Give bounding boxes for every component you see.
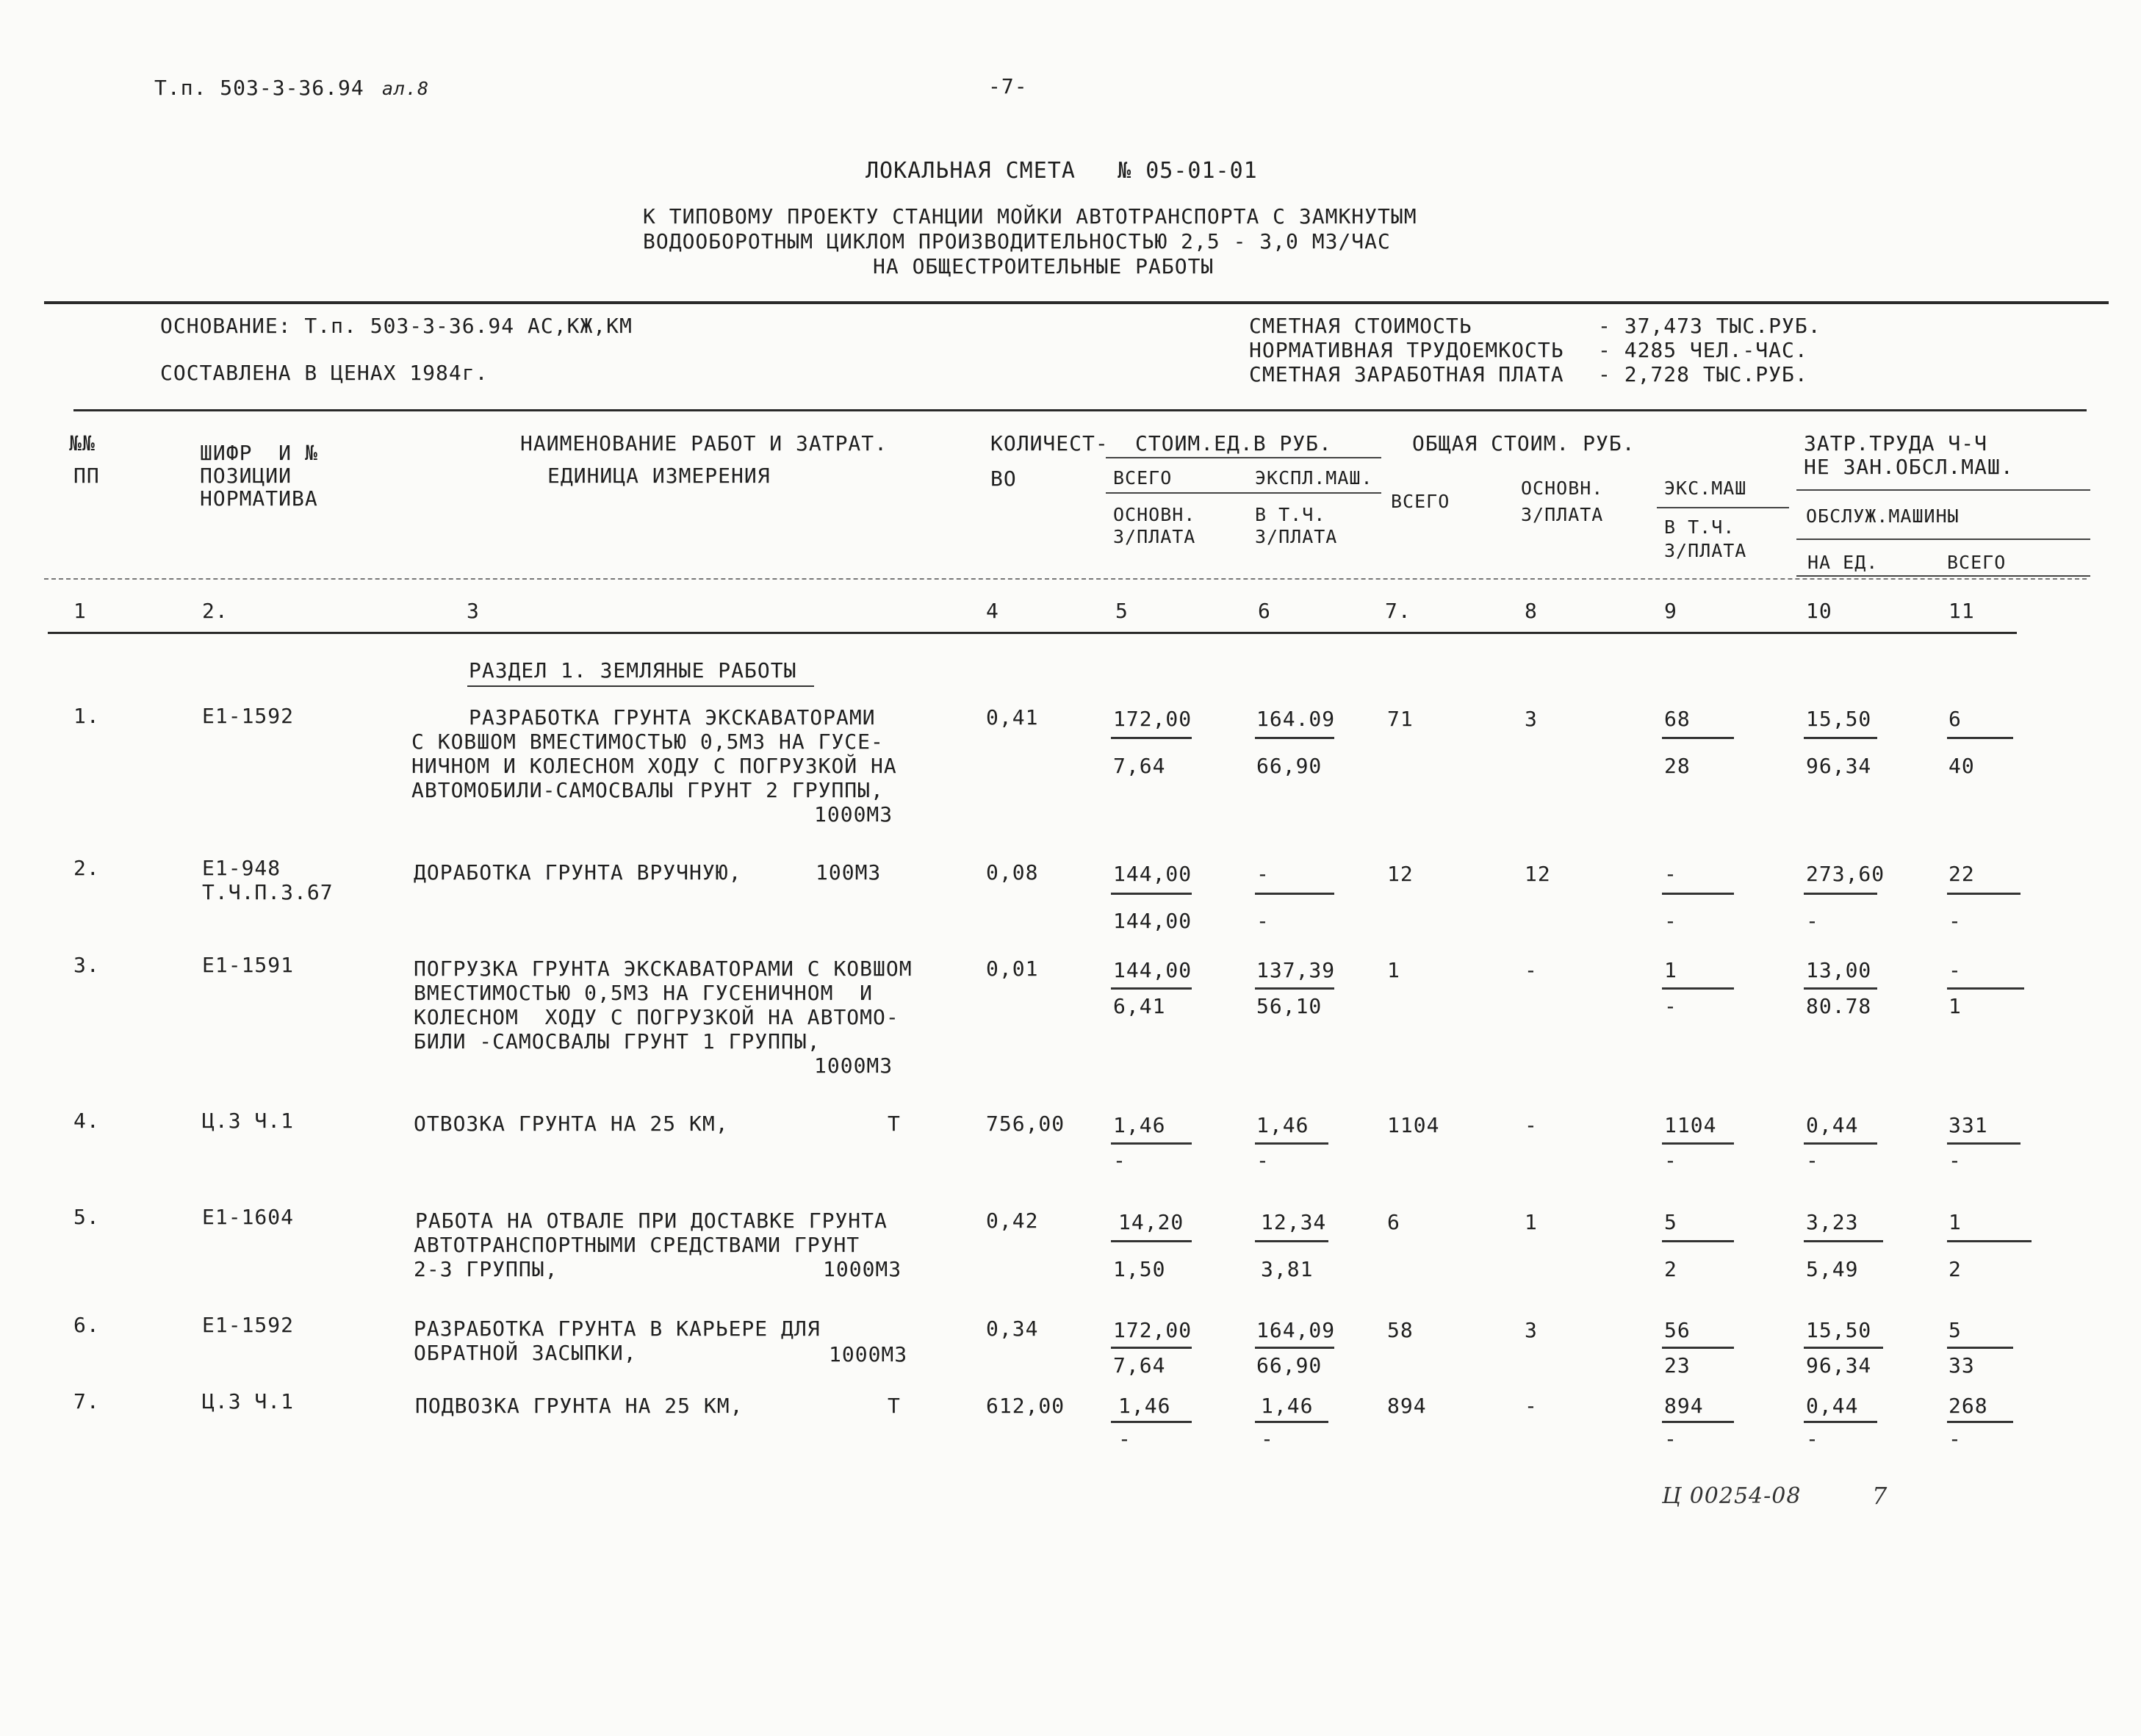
row-2-name-1: ДОРАБОТКА ГРУНТА ВРУЧНУЮ, [414, 860, 742, 885]
row-1-col11-rule [1947, 737, 2013, 739]
row-4-col5-top: 1,46 [1113, 1113, 1166, 1137]
row-3-qty: 0,01 [986, 957, 1039, 981]
row-7-col5-rule [1111, 1421, 1192, 1423]
prices-text: СОСТАВЛЕНА В ЦЕНАХ 1984г. [160, 361, 489, 385]
row-7-unit: Т [888, 1394, 901, 1418]
row-6-col10-rule [1804, 1347, 1883, 1349]
row-6-col7: 58 [1387, 1318, 1414, 1342]
row-2-code-extra: Т.Ч.П.3.67 [202, 880, 334, 904]
row-5-col9-rule [1662, 1240, 1734, 1242]
row-2-col8: 12 [1525, 862, 1551, 886]
header-col9-incl-b: З/ПЛАТА [1664, 540, 1747, 561]
row-4-unit: Т [888, 1112, 901, 1136]
row-3-col9-top: 1 [1664, 958, 1677, 982]
colnum-6: 6 [1258, 599, 1271, 623]
header-labor-b: НЕ ЗАН.ОБСЛ.МАШ. [1804, 455, 2014, 479]
header-name-a: НАИМЕНОВАНИЕ РАБОТ И ЗАТРАТ. [520, 431, 888, 455]
row-7-code: Ц.3 Ч.1 [202, 1389, 295, 1413]
row-7-col5-bottom: - [1118, 1427, 1131, 1451]
row-3-name-1: ПОГРУЗКА ГРУНТА ЭКСКАВАТОРАМИ С КОВШОМ [414, 957, 913, 981]
row-2-col11-bottom: - [1949, 909, 1962, 933]
row-1-col11-bottom: 40 [1949, 754, 1975, 778]
basis-text: ОСНОВАНИЕ: Т.п. 503-3-36.94 АС,КЖ,КМ [160, 314, 633, 338]
header-code-b: ПОЗИЦИИ [200, 464, 292, 488]
header-code-a: ШИФР И № [200, 441, 318, 465]
header-name-b: ЕДИНИЦА ИЗМЕРЕНИЯ [547, 464, 771, 488]
row-7-col6-bottom: - [1261, 1427, 1274, 1451]
row-5-name-2: АВТОТРАНСПОРТНЫМИ СРЕДСТВАМИ ГРУНТ [414, 1233, 860, 1257]
row-1-col9-bottom: 28 [1664, 754, 1691, 778]
row-2-col10-bottom: - [1806, 909, 1819, 933]
row-5-col9-top: 5 [1664, 1210, 1677, 1234]
row-6-col10-bottom: 96,34 [1806, 1353, 1872, 1377]
row-3-name-3: КОЛЕСНОМ ХОДУ С ПОГРУЗКОЙ НА АВТОМО- [414, 1005, 899, 1029]
header-col8-base-a: ОСНОВН. [1521, 478, 1604, 499]
row-2-col11-rule [1947, 893, 2021, 895]
header-col9-incl-a: В Т.Ч. [1664, 516, 1735, 538]
row-2-code: Е1-948 [202, 856, 281, 880]
row-5-col10-rule [1804, 1240, 1883, 1242]
title-subline-1: К ТИПОВОМУ ПРОЕКТУ СТАНЦИИ МОЙКИ АВТОТРАНСПОРТА С ЗАМКНУТЫМ [643, 204, 1417, 228]
row-5-col8: 1 [1525, 1210, 1538, 1234]
row-6-col5-rule [1111, 1347, 1192, 1349]
row-3-col5-top: 144,00 [1113, 958, 1192, 982]
row-7-col7: 894 [1387, 1394, 1427, 1418]
header-dashed-rule [44, 578, 2087, 580]
row-3-col5-bottom: 6,41 [1113, 994, 1166, 1018]
row-1-col7: 71 [1387, 707, 1414, 731]
row-5-number: 5. [73, 1205, 100, 1229]
row-6-col10-top: 15,50 [1806, 1318, 1872, 1342]
row-6-col6-bottom: 66,90 [1256, 1353, 1323, 1377]
colnum-4: 4 [986, 599, 999, 623]
header-rule-5-6-lower [1106, 492, 1381, 494]
row-3-col5-rule [1111, 987, 1192, 990]
row-6-col11-top: 5 [1949, 1318, 1962, 1342]
row-2-qty: 0,08 [986, 860, 1039, 885]
row-3-col6-bottom: 56,10 [1256, 994, 1323, 1018]
header-col5-base-a: ОСНОВН. [1113, 504, 1196, 525]
row-1-col10-bottom: 96,34 [1806, 754, 1872, 778]
row-5-col10-top: 3,23 [1806, 1210, 1859, 1234]
colnum-1: 1 [73, 599, 87, 623]
row-2-col6-bottom: - [1256, 909, 1270, 933]
colnum-3: 3 [467, 599, 480, 623]
header-service: ОБСЛУЖ.МАШИНЫ [1806, 505, 1960, 527]
row-2-col9-top: - [1664, 862, 1677, 886]
row-1-col6-rule [1255, 737, 1334, 739]
row-7-col5-top: 1,46 [1118, 1394, 1171, 1418]
row-4-col10-top: 0,44 [1806, 1113, 1859, 1137]
row-2-col6-top: - [1256, 862, 1270, 886]
row-1-col5-bottom: 7,64 [1113, 754, 1166, 778]
header-code-c: НОРМАТИВА [200, 486, 318, 511]
row-6-col6-top: 164,09 [1256, 1318, 1336, 1342]
row-7-name-1: ПОДВОЗКА ГРУНТА НА 25 КМ, [415, 1394, 744, 1418]
row-7-col6-top: 1,46 [1261, 1394, 1314, 1418]
row-2-unit: 100М3 [816, 860, 882, 885]
row-3-number: 3. [73, 953, 100, 977]
row-6-col9-top: 56 [1664, 1318, 1691, 1342]
cost-label: СМЕТНАЯ СТОИМОСТЬ [1249, 314, 1472, 338]
row-5-unit: 1000М3 [823, 1257, 902, 1281]
header-col11-all: ВСЕГО [1947, 552, 2007, 573]
row-2-col9-rule [1662, 893, 1734, 895]
row-3-col6-top: 137,39 [1256, 958, 1336, 982]
header-total-cost: ОБЩАЯ СТОИМ. РУБ. [1412, 431, 1636, 455]
colnum-8: 8 [1525, 599, 1538, 623]
row-3-col11-top: - [1949, 958, 1962, 982]
row-3-col6-rule [1255, 987, 1334, 990]
row-5-col6-bottom: 3,81 [1261, 1257, 1314, 1281]
row-6-qty: 0,34 [986, 1317, 1039, 1341]
header-rule-5-6 [1106, 457, 1381, 458]
row-1-col8: 3 [1525, 707, 1538, 731]
row-1-col9-rule [1662, 737, 1734, 739]
header-col6-incl-a: В Т.Ч. [1255, 504, 1326, 525]
row-4-col6-top: 1,46 [1256, 1113, 1309, 1137]
row-3-col9-rule [1662, 987, 1734, 990]
row-3-col10-rule [1804, 987, 1877, 990]
row-2-col5-top: 144,00 [1113, 862, 1192, 886]
row-6-col11-bottom: 33 [1949, 1353, 1975, 1377]
row-5-col5-top: 14,20 [1118, 1210, 1184, 1234]
row-1-col5-top: 172,00 [1113, 707, 1192, 731]
row-1-name-1: РАЗРАБОТКА ГРУНТА ЭКСКАВАТОРАМИ [469, 705, 876, 730]
row-6-col5-bottom: 7,64 [1113, 1353, 1166, 1377]
row-5-col11-top: 1 [1949, 1210, 1962, 1234]
row-3-name-4: БИЛИ -САМОСВАЛЫ ГРУНТ 1 ГРУППЫ, [414, 1029, 821, 1054]
row-7-col11-bottom: - [1949, 1427, 1962, 1451]
header-num-b: ПП [73, 464, 100, 488]
row-3-name-2: ВМЕСТИМОСТЬЮ 0,5М3 НА ГУСЕНИЧНОМ И [414, 981, 874, 1005]
row-6-col11-rule [1947, 1347, 2013, 1349]
row-5-col6-top: 12,34 [1261, 1210, 1327, 1234]
row-7-col10-bottom: - [1806, 1427, 1819, 1451]
row-4-name-1: ОТВОЗКА ГРУНТА НА 25 КМ, [414, 1112, 729, 1136]
header-rule-9 [1657, 507, 1789, 508]
row-7-col9-bottom: - [1664, 1427, 1677, 1451]
row-4-col6-bottom: - [1256, 1148, 1270, 1173]
row-4-col8: - [1525, 1113, 1538, 1137]
row-1-col10-top: 15,50 [1806, 707, 1872, 731]
sheet-number: ал.8 [382, 78, 430, 99]
row-3-unit: 1000М3 [814, 1054, 893, 1078]
row-4-code: Ц.3 Ч.1 [202, 1109, 295, 1133]
section-title-underline [467, 685, 814, 687]
row-7-col11-top: 268 [1949, 1394, 1988, 1418]
labor-value: - 4285 ЧЕЛ.-ЧАС. [1598, 338, 1808, 362]
header-col6-incl-b: З/ПЛАТА [1255, 526, 1338, 547]
row-1-number: 1. [73, 704, 100, 728]
row-4-col10-rule [1804, 1142, 1877, 1145]
header-col6-exp-mach: ЭКСПЛ.МАШ. [1255, 467, 1373, 489]
row-4-col5-rule [1111, 1142, 1192, 1145]
colnum-2: 2. [202, 599, 229, 623]
row-6-name-1: РАЗРАБОТКА ГРУНТА В КАРЬЕРЕ ДЛЯ [414, 1317, 821, 1341]
row-7-col11-rule [1947, 1421, 2013, 1423]
row-1-name-3: НИЧНОМ И КОЛЕСНОМ ХОДУ С ПОГРУЗКОЙ НА [411, 754, 897, 778]
row-3-col10-bottom: 80.78 [1806, 994, 1872, 1018]
row-1-code: Е1-1592 [202, 704, 295, 728]
header-col8-base-b: З/ПЛАТА [1521, 504, 1604, 525]
header-num-a: №№ [69, 431, 96, 455]
row-4-qty: 756,00 [986, 1112, 1065, 1136]
row-2-col6-rule [1255, 893, 1334, 895]
row-5-col11-rule [1947, 1240, 2032, 1242]
row-2-col5-rule [1111, 893, 1192, 895]
header-qty-b: ВО [990, 467, 1017, 491]
row-6-col5-top: 172,00 [1113, 1318, 1192, 1342]
row-6-number: 6. [73, 1313, 100, 1337]
row-3-col11-rule [1947, 987, 2024, 990]
colnum-5: 5 [1115, 599, 1129, 623]
row-6-code: Е1-1592 [202, 1313, 295, 1337]
row-4-number: 4. [73, 1109, 100, 1133]
row-4-col9-rule [1662, 1142, 1734, 1145]
row-2-col5-bottom: 144,00 [1113, 909, 1192, 933]
row-5-col5-bottom: 1,50 [1113, 1257, 1166, 1281]
header-col7-all: ВСЕГО [1391, 491, 1450, 512]
row-7-col9-rule [1662, 1421, 1734, 1423]
row-1-col5-rule [1111, 737, 1192, 739]
row-6-col9-rule [1662, 1347, 1734, 1349]
handwritten-page-mark: 7 [1872, 1482, 1888, 1510]
row-7-qty: 612,00 [986, 1394, 1065, 1418]
wage-label: СМЕТНАЯ ЗАРАБОТНАЯ ПЛАТА [1249, 362, 1564, 386]
row-7-col8: - [1525, 1394, 1538, 1418]
row-7-number: 7. [73, 1389, 100, 1413]
row-4-col11-top: 331 [1949, 1113, 1988, 1137]
colnum-7: 7. [1385, 599, 1411, 623]
row-5-col5-rule [1111, 1240, 1192, 1242]
title-subline-2: ВОДООБОРОТНЫМ ЦИКЛОМ ПРОИЗВОДИТЕЛЬНОСТЬЮ 2,5 - 3,0 М3/ЧАС [643, 229, 1391, 253]
row-1-col10-rule [1804, 737, 1877, 739]
row-4-col6-rule [1255, 1142, 1328, 1145]
divider-header-top [73, 409, 2087, 411]
row-3-col9-bottom: - [1664, 994, 1677, 1018]
colnum-9: 9 [1664, 599, 1677, 623]
row-2-col10-rule [1804, 893, 1877, 895]
row-3-col7: 1 [1387, 958, 1400, 982]
row-4-col7: 1104 [1387, 1113, 1440, 1137]
title-subline-3: НА ОБЩЕСТРОИТЕЛЬНЫЕ РАБОТЫ [873, 254, 1215, 278]
wage-value: - 2,728 ТЫС.РУБ. [1598, 362, 1808, 386]
row-4-col11-bottom: - [1949, 1148, 1962, 1173]
row-1-col9-top: 68 [1664, 707, 1691, 731]
row-1-col6-top: 164.09 [1256, 707, 1336, 731]
row-5-code: Е1-1604 [202, 1205, 295, 1229]
row-3-col10-top: 13,00 [1806, 958, 1872, 982]
row-7-col9-top: 894 [1664, 1394, 1704, 1418]
row-5-col6-rule [1255, 1240, 1328, 1242]
header-unit-cost: СТОИМ.ЕД.В РУБ. [1135, 431, 1332, 455]
row-4-col5-bottom: - [1113, 1148, 1126, 1173]
row-2-number: 2. [73, 856, 100, 880]
header-labor: ЗАТР.ТРУДА Ч-Ч [1804, 431, 1988, 455]
row-1-qty: 0,41 [986, 705, 1039, 730]
header-rule-bottom-right [1796, 575, 2090, 577]
document-reference: Т.п. 503-3-36.94 [154, 76, 364, 100]
row-1-name-4: АВТОМОБИЛИ-САМОСВАЛЫ ГРУНТ 2 ГРУППЫ, [411, 778, 884, 802]
row-1-col6-bottom: 66,90 [1256, 754, 1323, 778]
row-4-col10-bottom: - [1806, 1148, 1819, 1173]
header-rule-10-11 [1796, 489, 2090, 491]
inventory-stamp: Ц 00254-08 [1662, 1483, 1802, 1509]
divider-top [44, 301, 2109, 304]
row-4-col9-top: 1104 [1664, 1113, 1717, 1137]
row-1-col11-top: 6 [1949, 707, 1962, 731]
row-4-col11-rule [1947, 1142, 2021, 1145]
divider-header-bottom [48, 632, 2017, 634]
row-2-col10-top: 273,60 [1806, 862, 1885, 886]
row-4-col9-bottom: - [1664, 1148, 1677, 1173]
row-2-col7: 12 [1387, 862, 1414, 886]
row-2-col9-bottom: - [1664, 909, 1677, 933]
header-col5-all: ВСЕГО [1113, 467, 1173, 489]
row-5-col7: 6 [1387, 1210, 1400, 1234]
row-5-col9-bottom: 2 [1664, 1257, 1677, 1281]
row-2-col11-top: 22 [1949, 862, 1975, 886]
header-rule-service [1796, 539, 2090, 540]
row-7-col6-rule [1255, 1421, 1328, 1423]
row-6-col6-rule [1255, 1347, 1334, 1349]
section-title: РАЗДЕЛ 1. ЗЕМЛЯНЫЕ РАБОТЫ [469, 658, 797, 682]
row-6-name-2: ОБРАТНОЙ ЗАСЫПКИ, [414, 1341, 637, 1365]
colnum-11: 11 [1949, 599, 1975, 623]
row-6-unit: 1000М3 [829, 1342, 908, 1366]
row-5-col11-bottom: 2 [1949, 1257, 1962, 1281]
row-7-col10-rule [1804, 1421, 1877, 1423]
header-col9-exs-mach: ЭКС.МАШ [1664, 478, 1747, 499]
estimate-title: ЛОКАЛЬНАЯ СМЕТА № 05-01-01 [866, 158, 1258, 184]
row-1-unit: 1000М3 [814, 802, 893, 826]
labor-label: НОРМАТИВНАЯ ТРУДОЕМКОСТЬ [1249, 338, 1564, 362]
header-per-unit: НА ЕД. [1807, 552, 1879, 573]
page-number: -7- [988, 74, 1028, 98]
row-5-name-1: РАБОТА НА ОТВАЛЕ ПРИ ДОСТАВКЕ ГРУНТА [415, 1209, 888, 1233]
row-6-col8: 3 [1525, 1318, 1538, 1342]
row-7-col10-top: 0,44 [1806, 1394, 1859, 1418]
row-1-name-2: С КОВШОМ ВМЕСТИМОСТЬЮ 0,5М3 НА ГУСЕ- [411, 730, 884, 754]
row-5-col10-bottom: 5,49 [1806, 1257, 1859, 1281]
header-qty-a: КОЛИЧЕСТ- [990, 431, 1109, 455]
row-5-name-3: 2-3 ГРУППЫ, [414, 1257, 558, 1281]
row-5-qty: 0,42 [986, 1209, 1039, 1233]
row-3-col8: - [1525, 958, 1538, 982]
header-col5-base-b: З/ПЛАТА [1113, 526, 1196, 547]
row-6-col9-bottom: 23 [1664, 1353, 1691, 1377]
row-3-col11-bottom: 1 [1949, 994, 1962, 1018]
row-3-code: Е1-1591 [202, 953, 295, 977]
cost-value: - 37,473 ТЫС.РУБ. [1598, 314, 1821, 338]
colnum-10: 10 [1806, 599, 1832, 623]
